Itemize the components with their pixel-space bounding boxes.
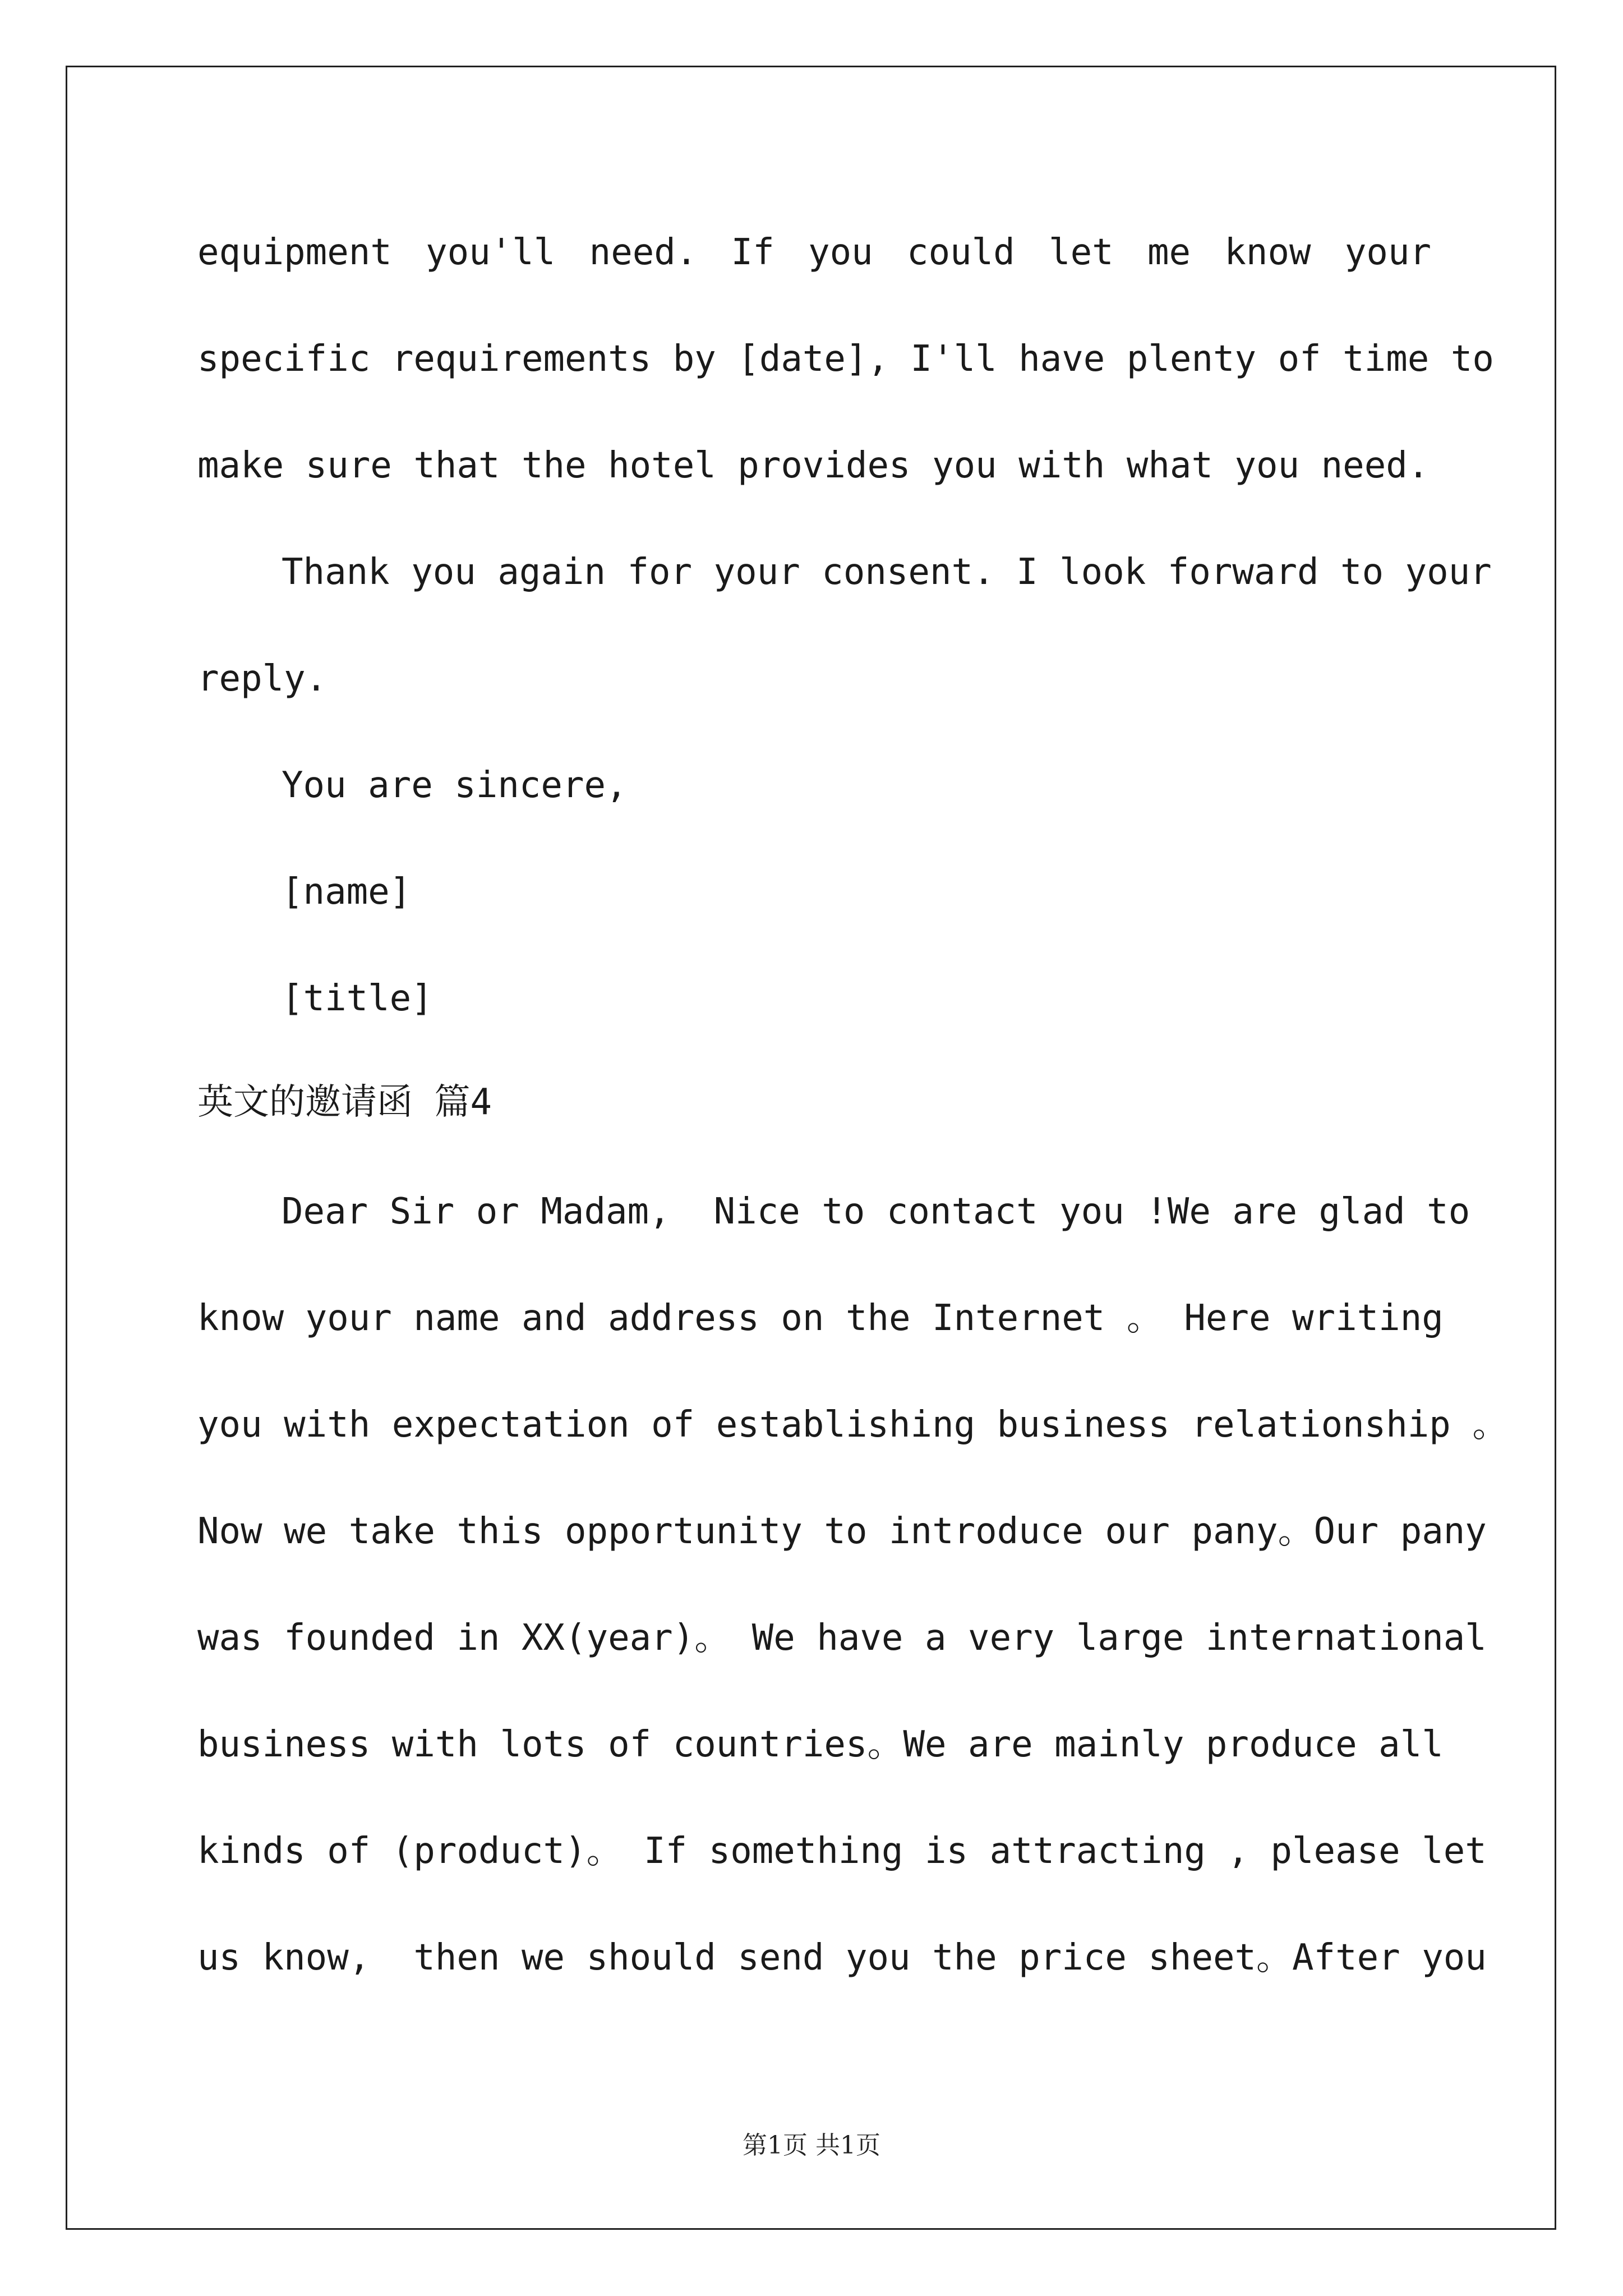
body-line: us know, then we should send you the price sheet。After you bbox=[197, 1937, 1487, 1978]
body-line: was founded in XX(year)。 We have a very large international bbox=[197, 1617, 1487, 1659]
body-line: Dear Sir or Madam, Nice to contact you !We are glad to bbox=[282, 1191, 1470, 1232]
body-line: Now we take this opportunity to introduce our pany。Our pany bbox=[197, 1511, 1487, 1552]
body-line: reply. bbox=[197, 658, 328, 700]
body-line: equipment you'll need. If you could let me know your bbox=[197, 232, 1431, 273]
signature-title: [title] bbox=[282, 978, 433, 1019]
closing-line: You are sincere, bbox=[282, 765, 628, 806]
section-heading: 英文的邀请函 篇4 bbox=[197, 1082, 492, 1123]
body-line: make sure that the hotel provides you with what you need. bbox=[197, 445, 1430, 486]
page-border bbox=[66, 66, 1556, 2230]
body-line: Thank you again for your consent. I look forward to your bbox=[282, 551, 1492, 593]
body-line: know your name and address on the Internet 。 Here writing bbox=[197, 1297, 1444, 1339]
signature-name: [name] bbox=[282, 871, 412, 913]
body-line: kinds of (product)。 If something is attracting , please let bbox=[197, 1830, 1487, 1872]
page-number-footer: 第1页 共1页 bbox=[743, 2131, 880, 2160]
body-line: you with expectation of establishing business relationship 。 bbox=[197, 1404, 1509, 1446]
body-line: business with lots of countries。We are mainly produce all bbox=[197, 1724, 1444, 1765]
body-line: specific requirements by [date], I'll have plenty of time to bbox=[197, 338, 1494, 380]
